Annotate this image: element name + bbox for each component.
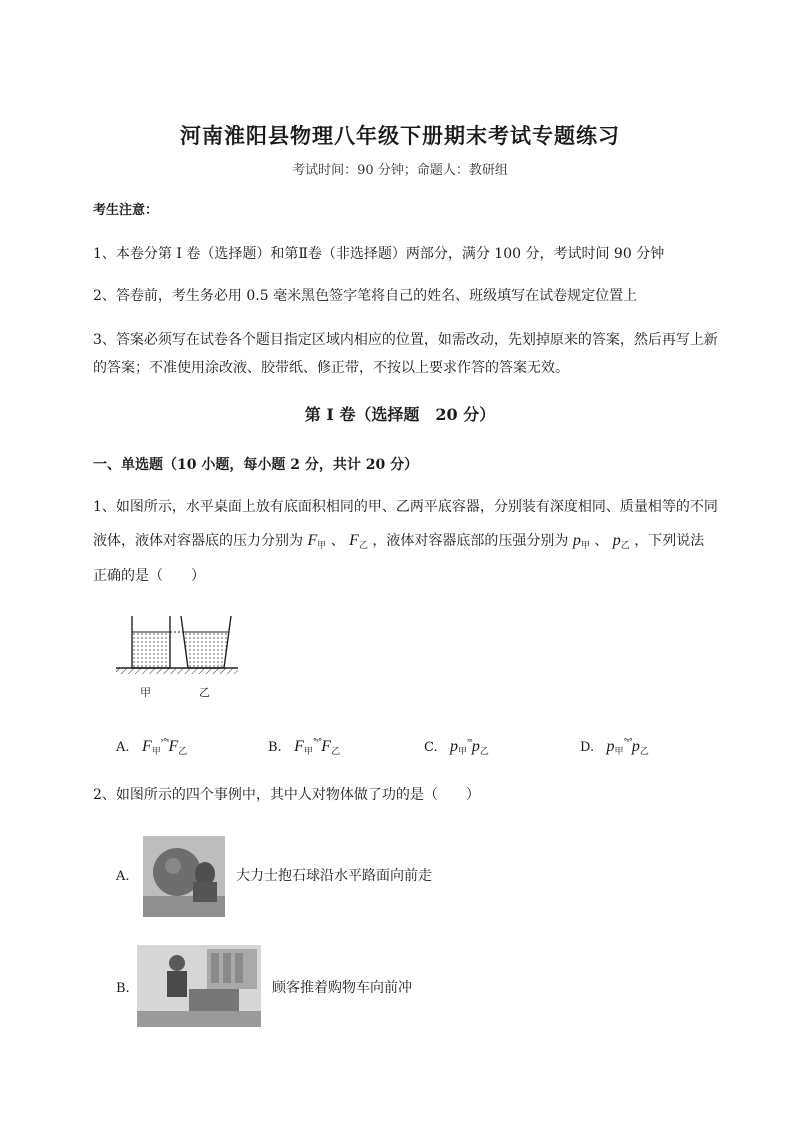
q2-option-a-caption: 大力士抱石球沿水平路面向前走	[236, 868, 432, 884]
liquid-yi	[183, 632, 229, 668]
notice-item-2: 2、答卷前，考生务必用 0.5 毫米黑色签字笔将自己的姓名、班级填写在试卷规定位置上	[93, 288, 638, 304]
q1-line-3: 正确的是（ ）	[93, 568, 205, 584]
shopping-cart-photo	[137, 945, 261, 1027]
notice-heading: 考生注意：	[93, 203, 159, 218]
q1-text: 、	[594, 533, 609, 549]
q1-text: ，液体对容器底部的压强分别为	[372, 533, 569, 549]
q1-line-1: 1、如图所示，水平桌面上放有底面积相同的甲、乙两平底容器，分别装有深度相同、质量相等的不同	[93, 499, 718, 515]
q1-option-c[interactable]: C. $p_甲^{ˣˣ}p_乙$	[424, 737, 489, 756]
var-p-yi: $p_乙$	[612, 532, 630, 550]
label-jia: 甲	[140, 686, 151, 699]
q2-option-a-letter[interactable]: A.	[116, 869, 130, 884]
strongman-photo	[143, 836, 225, 917]
label-yi: 乙	[199, 686, 210, 699]
notice-item-1: 1、本卷分第 I 卷（选择题）和第Ⅱ卷（非选择题）两部分，满分 100 分，考试时间 90 分钟	[93, 246, 665, 262]
var-F-yi: $F_乙$	[349, 532, 368, 550]
page-title: 河南淮阳县物理八年级下册期末考试专题练习	[180, 123, 620, 148]
q1-text: 液体，液体对容器底的压力分别为	[93, 533, 303, 549]
q1-text: 、	[330, 533, 345, 549]
q1-option-a[interactable]: A. $F_甲^{ˣ^\circ ˣ}F_乙$	[116, 737, 188, 756]
q2-stem: 2、如图所示的四个事例中，其中人对物体做了功的是（ ）	[93, 787, 480, 803]
part-heading: 一、单选题（10 小题，每小题 2 分，共计 20 分）	[93, 457, 419, 473]
var-F-jia: $F_甲$	[307, 532, 327, 550]
q2-option-b-caption: 顾客推着购物车向前冲	[272, 980, 412, 996]
q1-line-2	[93, 527, 704, 559]
q1-option-d[interactable]: D. $p_甲^{^\circ ˣ^\circ}p_乙$	[580, 737, 649, 756]
containers-diagram	[112, 612, 242, 702]
var-p-jia: $p_甲$	[572, 532, 590, 550]
q2-option-b-letter[interactable]: B.	[116, 981, 130, 996]
q1-option-b[interactable]: B. $F_甲^{^\circ ˣ^\circ}F_乙$	[268, 737, 341, 756]
liquid-jia	[132, 632, 170, 668]
section-title: 第 I 卷（选择题 20 分）	[304, 405, 496, 424]
q1-text: ，下列说法	[634, 533, 705, 549]
notice-item-3: 3、答案必须写在试卷各个题目指定区域内相应的位置，如需改动，先划掉原来的答案，然后再写上新的答案；不准使用涂改液、胶带纸、修正带，不按以上要求作答的答案无效。	[93, 332, 718, 376]
exam-info: 考试时间：90 分钟；命题人：教研组	[292, 163, 508, 178]
